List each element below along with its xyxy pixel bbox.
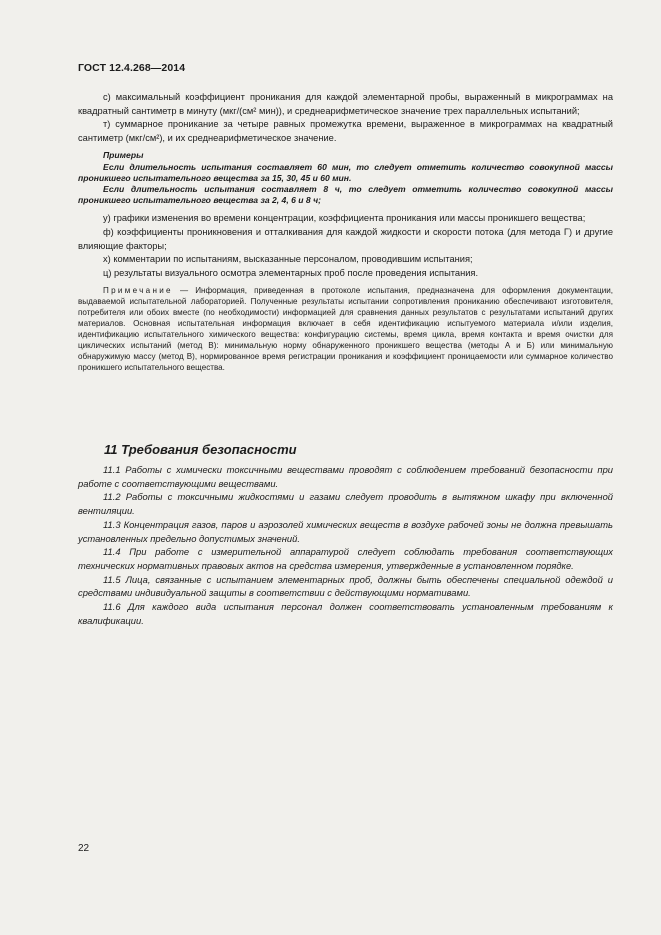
- requirement-item: 11.5 Лица, связанные с испытанием элементарных проб, должны быть обеспечены специальной одеждой и средствами индивидуальной защиты в соответствии с действующими нормативами.: [78, 573, 613, 599]
- requirement-item: 11.4 При работе с измерительной аппаратурой следует соблюдать требования соответствующих технических нормативных правовых актов на средства измерения, утвержденные в установленном порядке.: [78, 546, 613, 571]
- list-item: у) графики изменения во времени концентрации, коэффициента проникания или массы проникшего вещества;: [103, 213, 586, 224]
- section-heading: 11 Требования безопасности: [104, 442, 297, 457]
- safety-requirements: [78, 463, 613, 627]
- examples-title: Примеры: [103, 150, 144, 161]
- list-item: т) суммарное проникание за четыре равных промежутка времени, выраженное в микрограммах на квадратный сантиметр (мкг/см²), и их среднеарифметическое значение.: [78, 119, 613, 143]
- note-label: Примечание: [103, 286, 173, 296]
- requirement-item: 11.3 Концентрация газов, паров и аэрозолей химических веществ в воздухе рабочей зоны не должна превышать установленных предельно допустимых значений.: [78, 518, 613, 544]
- note-text: — Информация, приведенная в протоколе испытания, предназначена для оформления документации, выдаваемой испытательной лабораторией. Полученные результаты испытании сопротивления прониканию обеспечивают изготовителя, потребителя или обоих вместе (по необходимости) информацией для сравнения данных результатов с результатами испытаний других материалов. Основная испытательная информация включает в себя идентификацию испытуемого материала и/или изделия, идентификацию испытательного химического вещества: конфигурацию системы, время цикла, время контакта и время очистки для циклических испытаний (метод В): минимальную норму обнаруженного проникшего вещества (методы А и Б) или минимальную обнаружимую массу (метод В), нормированное время регистрации проникания и коэффициент проницаемости или суммарное количество проникшего испытательного вещества.: [78, 286, 613, 372]
- list-item: с) максимальный коэффициент проникания для каждой элементарной пробы, выраженный в микрограммах на квадратный сантиметр в минуту (мкг/(см² мин)), и среднеарифметическое значение трех параллельных испытаний;: [78, 92, 613, 116]
- example-item: Если длительность испытания составляет 8 ч, то следует отметить количество совокупной массы проникшего испытательного вещества за 2, 4, 6 и 8 ч;: [78, 183, 613, 206]
- page-number: 22: [78, 843, 90, 854]
- list-item: ц) результаты визуального осмотра элементарных проб после проведения испытания.: [103, 267, 479, 278]
- list-item: ф) коэффициенты проникновения и отталкивания для каждой жидкости и скорости потока (для метода Г) и другие влияющие факторы;: [78, 226, 613, 251]
- note-block: [78, 286, 613, 373]
- standard-id: ГОСТ 12.4.268—2014: [78, 62, 186, 74]
- examples-block: [78, 150, 613, 206]
- report-items-top: [78, 91, 613, 374]
- requirement-item: 11.6 Для каждого вида испытания персонал должен соответствовать установленным требованиям к квалификации.: [78, 601, 613, 626]
- note-paragraph: [78, 286, 613, 373]
- requirement-item: 11.2 Работы с токсичными жидкостями и газами следует проводить в вытяжном шкафу при включенной вентиляции.: [78, 491, 613, 517]
- example-item: Если длительность испытания составляет 60 мин, то следует отметить количество совокупной массы проникшего испытательного вещества за 15, 30, 45 и 60 мин.: [78, 161, 613, 183]
- requirement-item: 11.1 Работы с химически токсичными веществами проводят с соблюдением требований безопасности при работе с соответствующими веществами.: [78, 464, 613, 489]
- list-item: х) комментарии по испытаниям, высказанные персоналом, проводившим испытания;: [103, 254, 473, 265]
- report-items-bottom: [78, 212, 613, 280]
